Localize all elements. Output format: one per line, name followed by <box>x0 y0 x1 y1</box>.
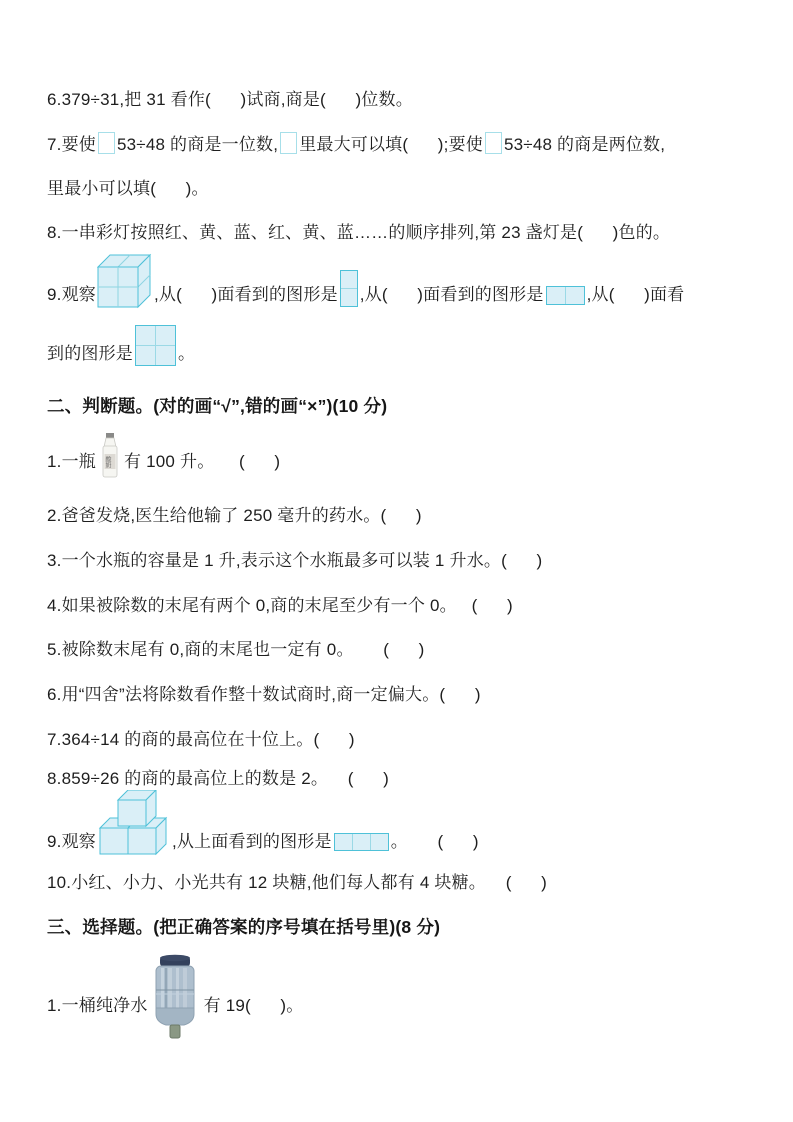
water-jug-image <box>152 954 198 1042</box>
text-segment: ,从上面看到的图形是 <box>171 832 332 851</box>
judge-q3: 3.一个水瓶的容量是 1 升,表示这个水瓶最多可以装 1 升水。( ) <box>47 551 543 570</box>
judge-q7: 7.364÷14 的商的最高位在十位上。( ) <box>47 730 355 749</box>
judge-q2: 2.爸爸发烧,医生给他输了 250 毫升的药水。( ) <box>47 506 422 525</box>
text-segment: 有 19( )。 <box>203 996 304 1015</box>
svg-text:酸奶: 酸奶 <box>103 456 110 469</box>
fill-q8: 8.一串彩灯按照红、黄、蓝、红、黄、蓝……的顺序排列,第 23 盏灯是( )色的。 <box>47 223 671 242</box>
fill-q9-line2 <box>47 320 195 366</box>
text-segment: ,从( )面看到的图形是 <box>359 285 544 304</box>
text-segment: 9.观察 <box>47 285 96 304</box>
text-segment: 53÷48 的商是两位数, <box>503 135 666 154</box>
judge-q8: 8.859÷26 的商的最高位上的数是 2。 ( ) <box>47 769 390 788</box>
text-segment: 7.要使 <box>47 135 96 154</box>
blank-box <box>280 132 297 154</box>
fill-q9-line1 <box>47 249 684 307</box>
fill-q6: 6.379÷31,把 31 看作( )试商,商是( )位数。 <box>47 90 413 109</box>
judge-q1 <box>47 430 280 474</box>
text-segment: 有 100 升。 ( ) <box>123 452 281 471</box>
text-segment: 。 <box>178 344 196 363</box>
text-segment: ,从( )面看到的图形是 <box>153 285 338 304</box>
text-segment: ,从( )面看 <box>586 285 685 304</box>
text-segment: 53÷48 的商是一位数, <box>116 135 279 154</box>
blank-box <box>98 132 115 154</box>
text-segment: 9.观察 <box>47 832 96 851</box>
judge-q9 <box>47 794 479 854</box>
horizontal-2x1-shape <box>546 286 585 305</box>
judge-q6: 6.用“四舍”法将除数看作整十数试商时,商一定偏大。( ) <box>47 685 481 704</box>
text-segment: 1.一桶纯净水 <box>47 996 148 1015</box>
text-segment: 到的图形是 <box>47 344 133 363</box>
fill-q7-line1 <box>47 132 665 157</box>
blank-box <box>485 132 502 154</box>
choice-section-heading: 三、选择题。(把正确答案的序号填在括号里)(8 分) <box>47 917 441 937</box>
cube-2x2-block-figure <box>97 252 153 309</box>
row-of-3-squares-shape <box>334 833 389 851</box>
text-segment: 里最大可以填( );要使 <box>299 135 483 154</box>
fill-q7-line2: 里最小可以填( )。 <box>47 179 209 198</box>
choice-q1 <box>47 956 303 1018</box>
judge-q4: 4.如果被除数的末尾有两个 0,商的末尾至少有一个 0。 ( ) <box>47 596 513 615</box>
text-segment: 1.一瓶 <box>47 452 96 471</box>
vertical-1x2-shape <box>340 270 358 307</box>
three-cube-stack-figure <box>97 790 171 856</box>
text-segment: 。 ( ) <box>390 832 479 851</box>
grid-2x2-shape <box>135 325 176 366</box>
judge-section-heading: 二、判断题。(对的画“√”,错的画“×”)(10 分) <box>47 396 388 416</box>
judge-q5: 5.被除数末尾有 0,商的末尾也一定有 0。 ( ) <box>47 640 425 659</box>
judge-q10: 10.小红、小力、小光共有 12 块糖,他们每人都有 4 块糖。 ( ) <box>47 873 547 892</box>
yogurt-bottle-image <box>98 433 122 479</box>
